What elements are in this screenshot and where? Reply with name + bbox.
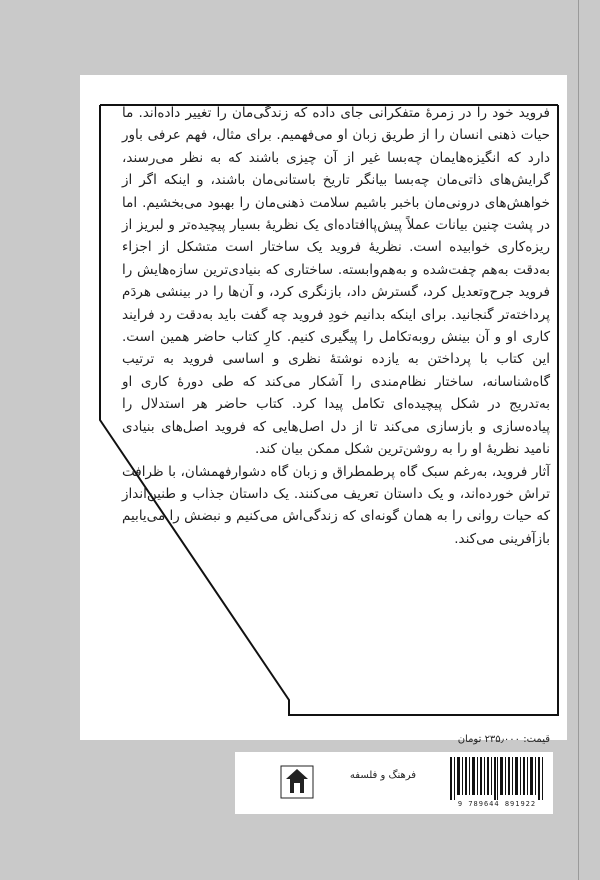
price-label: قیمت: ۲۳۵٫۰۰۰ تومان xyxy=(457,734,550,745)
isbn-number: 9 789644 891922 xyxy=(457,800,537,808)
barcode-icon xyxy=(450,757,544,800)
paragraph-1: فروید خود را در زمرهٔ متفکرانی جای داده که زندگی‌مان را تغییر داده‌اند. ما حیات ذهنی انسان را از طریق زبان او می‌فهمیم. برای مثال، فهم عرفی باور دارد که انگیزه‌هایمان چه‌بسا غیر از آن چیزی باشند که به نظر می‌رسند، گرایش‌های ذاتی‌مان چه‌بسا بیانگر تاریخ باستانی‌مان باشند، و اینکه اگر از خواهش‌های درونی‌مان باخبر باشیم سلامت ذهنی‌مان را بهبود می‌بخشیم. اما در پشت چنین بیانات عملاً پیش‌پاافتاده‌ای یک نظریهٔ بسیار پیچیده‌تر و لبریز از ریزه‌کاری خوابیده است. نظریهٔ فروید یک ساختار است متشکل از اجزاء به‌دقت به‌هم چفت‌شده و به‌هم‌وابسته. ساختاری که بنیادی‌ترین سازه‌هایش را فروید جرح‌وتعدیل کرد، گسترش داد، بازنگری کرد، و آن‌ها را در بینشی هردَم پرداخته‌تر گنجانید. برای اینکه بدانیم خودِ فروید چه گفت باید به‌دقت رد فرایند کاری او و آن بینش رو‌به‌تکامل را پیگیری کنیم. کارِ کتاب حاضر همین است. این کتاب با پرداختن به یازده نوشتهٔ نظری و اساسی فروید به ترتیب گاه‌شناسانه، ساختار نظام‌مندی را آشکار می‌کند که طی دورهٔ کاری او به‌تدریج در شکل پیچیده‌ای تکامل پیدا کرد. کتاب حاضر هر استدلال را پیاده‌سازی و بازسازی می‌کند تا از دل اصل‌هایی که فروید اصل‌های بنیادی نامید نظریهٔ او را به روشن‌ترین شکل ممکن بیان کند. xyxy=(122,105,550,458)
paragraph-2: آثار فروید، به‌رغم سبک گاه پرطمطراق و زبان گاه دشوارفهمشان، با ظرافت تراش خورده‌اند، و یک داستان تعریف می‌کنند. یک داستان جذاب و طنین‌انداز که حیات روانی را به همان گونه‌ای که زندگی‌اش می‌کنیم و نبضش را می‌یابیم بازآفرینی می‌کند. xyxy=(122,463,550,547)
body-text xyxy=(122,102,550,550)
publisher-name: فرهنگ و فلسفه xyxy=(349,770,417,781)
publisher-logo-icon xyxy=(280,765,314,799)
